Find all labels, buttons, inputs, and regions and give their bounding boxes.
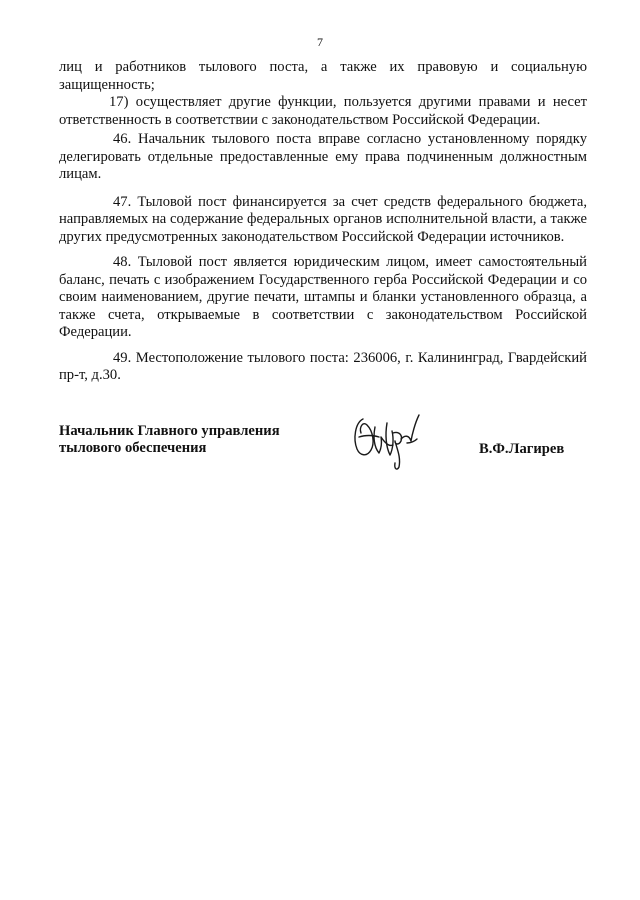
- paragraph-item-48: 48. Тыловой пост является юридическим лицом, имеет самостоятельный баланс, печать с изображением Государственного герба Российской Федерации и со своим наименованием, другие печати, штампы и бланки установленного образца, а также счета, открываемые в соответствии с законодательством Российской Федерации.: [59, 254, 587, 340]
- document-body: [59, 59, 587, 385]
- paragraph-continuation: лиц и работников тылового поста, а также их правовую и социальную защищенность;: [59, 59, 587, 93]
- signer-title-line-1: Начальник Главного управления: [59, 423, 280, 439]
- signature-block: [59, 423, 599, 493]
- handwritten-signature-icon: [349, 409, 429, 473]
- signer-title-line-2: тылового обеспечения: [59, 440, 207, 456]
- paragraph-item-47: 47. Тыловой пост финансируется за счет средств федерального бюджета, направляемых на содержание федеральных органов исполнительной власти, а также других предусмотренных законодательством Российской Федерации источников.: [59, 193, 587, 245]
- paragraph-item-49: 49. Местоположение тылового поста: 236006, г. Калининград, Гвардейский пр-т, д.30.: [59, 349, 587, 383]
- signer-name: В.Ф.Лагирев: [479, 441, 565, 457]
- paragraph-item-46: 46. Начальник тылового поста вправе согласно установленному порядку делегировать отдельные предоставленные ему права подчиненным должностным лицам.: [59, 131, 587, 182]
- paragraph-item-17: 17) осуществляет другие функции, пользуется другими правами и несет ответственность в соответствии с законодательством Российской Федерации.: [59, 94, 587, 128]
- signer-title: [59, 423, 319, 457]
- page-number: 7: [317, 35, 323, 49]
